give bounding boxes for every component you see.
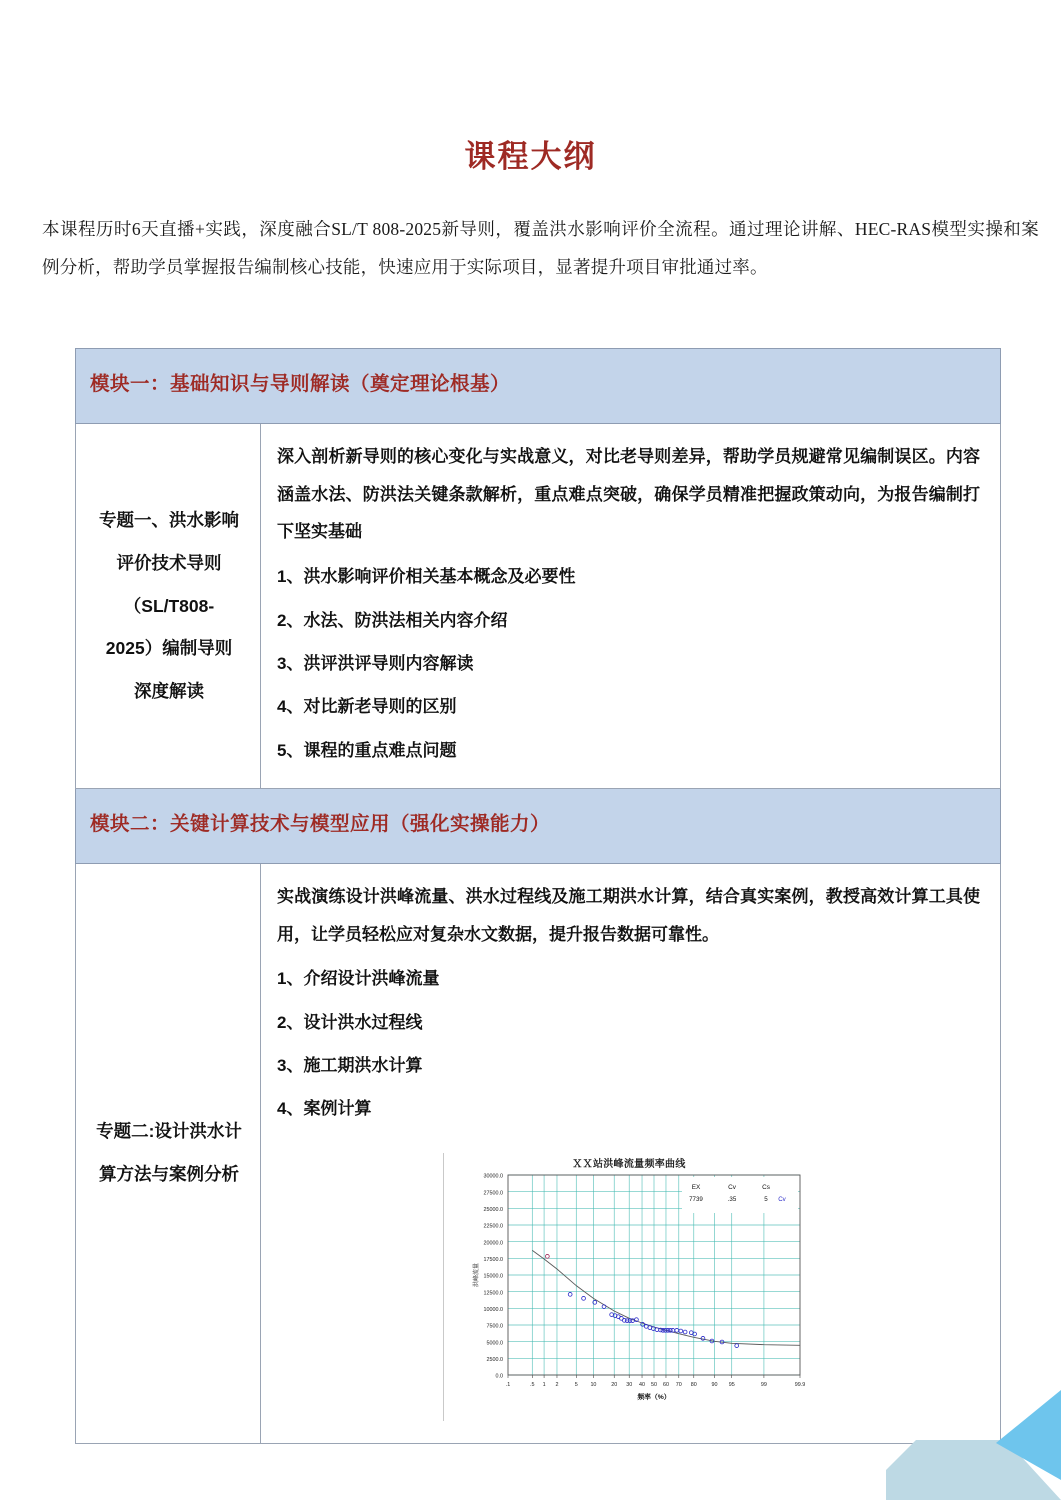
topic-line: 2025）编制导则 [105, 638, 233, 659]
module-header-row-1 [76, 349, 1001, 424]
page-title: 课程大纲 [464, 139, 597, 174]
svg-text:.5: .5 [530, 1381, 535, 1388]
svg-text:20: 20 [611, 1381, 618, 1388]
svg-text:.1: .1 [505, 1381, 511, 1388]
svg-text:0.0: 0.0 [495, 1373, 503, 1380]
module-header-cell-2 [76, 788, 1001, 863]
module-description-2: 实战演练设计洪峰流量、洪水过程线及施工期洪水计算，结合真实案例，教授高效计算工具使用，让学员轻松应对复杂水文数据，提升报告数据可靠性。 [277, 886, 981, 944]
svg-text:22500.0: 22500.0 [483, 1223, 503, 1230]
svg-text:30: 30 [626, 1381, 633, 1388]
svg-text:Cv: Cv [728, 1183, 736, 1191]
topic-line: 深度解读 [134, 681, 204, 702]
list-item: 4、对比新老导则的区别 [277, 697, 457, 717]
svg-text:12500.0: 12500.0 [483, 1290, 503, 1297]
module-title-1: 模块一：基础知识与导则解读（奠定理论根基） [90, 373, 511, 396]
list-item: 5、课程的重点难点问题 [277, 740, 457, 760]
list-item: 2、水法、防洪法相关内容介绍 [277, 610, 508, 630]
topic-line: 算方法与案例分析 [99, 1164, 239, 1185]
frequency-curve-chart [443, 1153, 814, 1421]
svg-text:60: 60 [662, 1381, 669, 1388]
svg-text:17500.0: 17500.0 [483, 1256, 503, 1263]
svg-text:30000.0: 30000.0 [483, 1173, 503, 1180]
detail-cell-2 [261, 863, 1001, 1443]
svg-text:20000.0: 20000.0 [483, 1240, 503, 1247]
topic-line: （SL/T808- [123, 595, 215, 616]
chart-container [277, 1153, 980, 1421]
svg-text:70: 70 [675, 1381, 682, 1388]
svg-text:2: 2 [555, 1381, 559, 1388]
decor-triangle [996, 1390, 1061, 1480]
svg-text:15000.0: 15000.0 [483, 1273, 503, 1280]
svg-text:EX: EX [691, 1183, 701, 1191]
intro-paragraph: 本课程历时6天直播+实践，深度融合SL/T 808-2025新导则，覆盖洪水影响评价全流程。通过理论讲解、HEC-RAS模型实操和案例分析，帮助学员掌握报告编制核心技能，快速应用于实际项目，显著提升项目审批通过率。 [42, 219, 1039, 277]
list-item: 3、施工期洪水计算 [277, 1056, 423, 1076]
topic-line: 专题二:设计洪水计 [96, 1121, 242, 1142]
svg-text:Cs: Cs [762, 1183, 770, 1191]
svg-text:27500.0: 27500.0 [483, 1190, 503, 1197]
svg-text:99.9: 99.9 [794, 1381, 806, 1388]
course-outline-table [75, 348, 1001, 1444]
svg-text:90: 90 [711, 1381, 718, 1388]
svg-text:5: 5 [574, 1381, 578, 1388]
svg-text:Cv: Cv [778, 1195, 786, 1203]
module-header-cell-1 [76, 349, 1001, 424]
module-title-2: 模块二：关键计算技术与模型应用（强化实操能力） [90, 813, 551, 836]
topic-line: 专题一、洪水影响 [99, 509, 239, 530]
svg-text:7739: 7739 [689, 1195, 703, 1203]
list-item: 2、设计洪水过程线 [277, 1012, 423, 1032]
svg-text:10: 10 [590, 1381, 597, 1388]
decor-trapezoid [886, 1440, 1061, 1500]
svg-text:5: 5 [764, 1195, 768, 1203]
svg-text:1: 1 [542, 1381, 546, 1388]
module-header-row-2 [76, 788, 1001, 863]
svg-text:10000.0: 10000.0 [483, 1306, 503, 1313]
table-row [76, 424, 1001, 789]
module-description-1: 深入剖析新导则的核心变化与实战意义，对比老导则差异，帮助学员规避常见编制误区。内容涵盖水法、防洪法关键条款解析，重点难点突破，确保学员精准把握政策动向，为报告编制打下坚实基础 [277, 447, 981, 542]
chart-title: ＸＸ站洪峰流量频率曲线 [572, 1158, 686, 1170]
chart-svg [444, 1153, 814, 1421]
module-item-list-2 [277, 957, 980, 1130]
svg-text:7500.0: 7500.0 [486, 1323, 503, 1330]
module-item-list-1 [277, 555, 980, 772]
svg-text:40: 40 [639, 1381, 646, 1388]
list-item: 1、介绍设计洪峰流量 [277, 969, 440, 989]
detail-cell-1 [261, 424, 1001, 789]
svg-text:.35: .35 [727, 1195, 737, 1203]
svg-text:99: 99 [760, 1381, 767, 1388]
list-item: 1、洪水影响评价相关基本概念及必要性 [277, 567, 576, 587]
list-item: 3、洪评洪评导则内容解读 [277, 653, 474, 673]
svg-text:2500.0: 2500.0 [486, 1356, 503, 1363]
svg-text:50: 50 [651, 1381, 657, 1388]
svg-text:25000.0: 25000.0 [483, 1206, 503, 1213]
svg-text:80: 80 [690, 1381, 697, 1388]
topic-cell-1 [76, 424, 261, 789]
topic-cell-2 [76, 863, 261, 1443]
table-row [76, 863, 1001, 1443]
list-item: 4、案例计算 [277, 1099, 372, 1119]
svg-text:5000.0: 5000.0 [486, 1340, 503, 1347]
topic-line: 评价技术导则 [116, 552, 222, 573]
svg-text:95: 95 [728, 1381, 735, 1388]
svg-text:频率（%）: 频率（%） [637, 1393, 671, 1401]
svg-text:洪峰流量: 洪峰流量 [474, 1262, 480, 1287]
